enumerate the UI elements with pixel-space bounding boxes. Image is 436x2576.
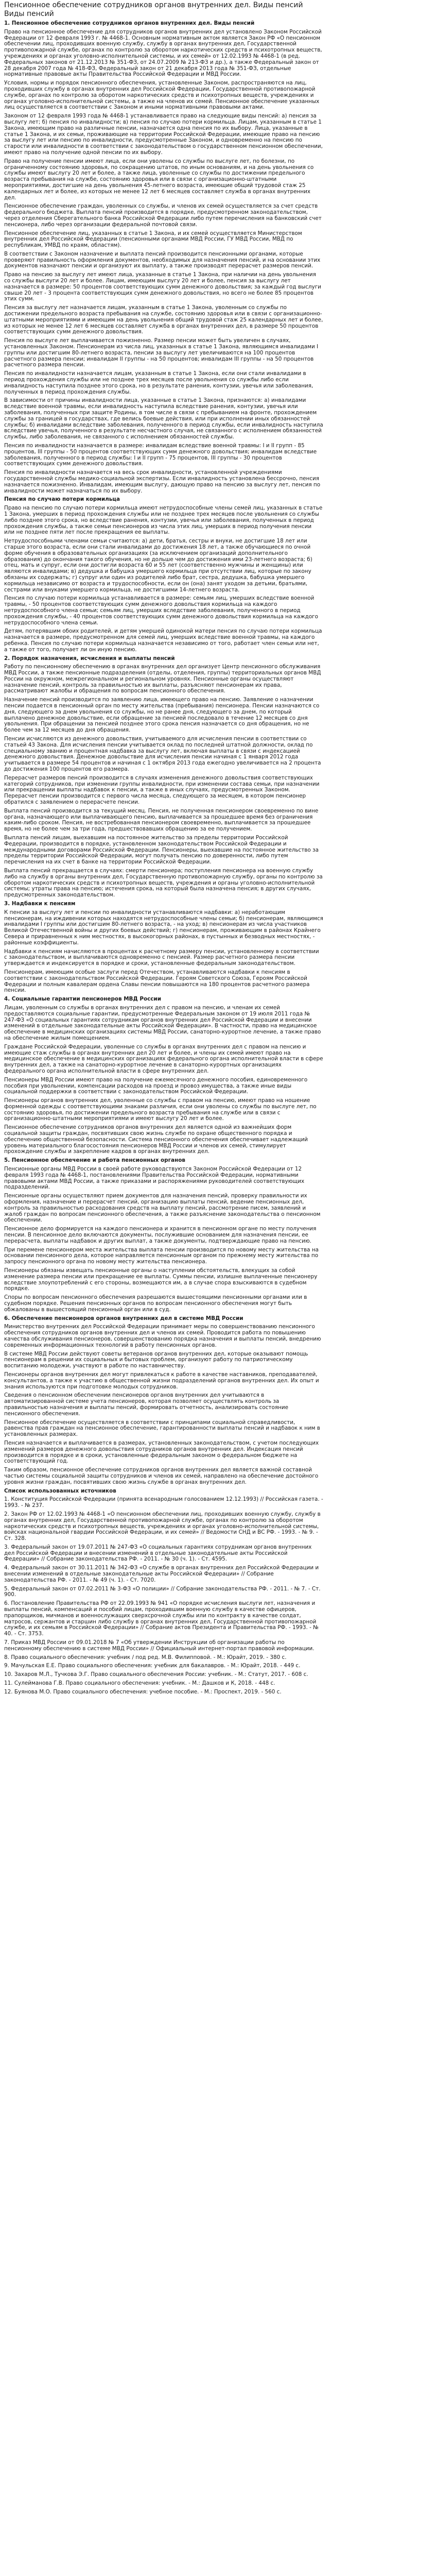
article-paragraph: К пенсии за выслугу лет и пенсии по инвалидности устанавливаются надбавки: а) неработающим пенсионерам, на иждивении которых находятся нетрудоспособные члены семьи; б) пенсионерам, являющимся инвалидами I группы или достигшим 80-летнего возраста, - на уход; в) пенсионерам из числа участников Великой Отечественной войны и других боевых действий; г) пенсионерам, проживающим в районах Крайнего Севера и приравненных к ним местностях, в высокогорных районах, в пустынных и безводных местностях, - районные коэффициенты. (4, 909, 323, 946)
article-paragraph: Пенсионерам, имеющим особые заслуги перед Отечеством, устанавливаются надбавки к пенсиям в соответствии с законодательством Российской Федерации. Героям Советского Союза, Героям Российской Федерации и полным кавалерам ордена Славы пенсии повышаются на 180 процентов расчетного размера пенсии. (4, 969, 310, 994)
article-paragraph: Лицам, уволенным со службы в органах внутренних дел с правом на пенсию, и членам их семей предоставляются социальные гарантии, предусмотренные Федеральным законом от 19 июля 2011 года № 247-ФЗ «О социальных гарантиях сотрудникам органов внутренних дел Российской Федерации и внесении изменений в отдельные законодательные акты Российской Федерации». В частности, право на медицинское обеспечение в медицинских организациях системы МВД России, санаторно-курортное лечение, а также право на обеспечение жилым помещением. (4, 1004, 321, 1041)
article-paragraph: 7. Приказ МВД России от 09.01.2018 № 7 «Об утверждении Инструкции об организации работы по пенсионному обеспечению в системе МВД России» // Официальный интернет-портал правовой информации. (4, 1639, 315, 1652)
article-paragraph: Нетрудоспособными членами семьи считаются: а) дети, братья, сестры и внуки, не достигшие 18 лет или старше этого возраста, если они стали инвалидами до достижения 18 лет, а также обучающиеся по очной форме обучения в образовательных организациях (за исключением организаций дополнительного образования) до окончания такого обучения, но не дольше чем до достижения ими 23-летнего возраста; б) отец, мать и супруг, если они достигли возраста 60 и 55 лет (соответственно мужчины и женщины) или являются инвалидами; в) дедушка и бабушка умершего кормильца при отсутствии лиц, которые по закону обязаны их содержать; г) супруг или один из родителей либо брат, сестра, дедушка, бабушка умершего кормильца независимо от возраста и трудоспособности, если он (она) занят уходом за детьми, братьями, сестрами или внуками умершего кормильца, не достигшими 14-летнего возраста. (4, 538, 312, 593)
article-paragraph: Пенсия за выслугу лет назначается лицам, указанным в статье 1 Закона, уволенным со службы по достижении предельного возраста пребывания на службе, состоянию здоровья или в связи с организационно-штатными мероприятиями и имеющим на день увольнения общий трудовой стаж 25 календарных лет и более, из которых не менее 12 лет 6 месяцев составляет служба в органах внутренних дел, в размере 50 процентов соответствующих сумм денежного довольствия. (4, 304, 323, 335)
article-paragraph: Пенсионное обеспечение осуществляется в соответствии с принципами социальной справедливости, равенства прав граждан на пенсионное обеспечение, гарантированности выплаты пенсий и надбавок к ним в установленных размерах. (4, 1419, 320, 1438)
section-heading: 3. Надбавки к пенсиям (4, 900, 76, 907)
article-paragraph: 12. Буянова М.О. Право социального обеспечения: учебное пособие. - М.: Проспект, 2019. - 560 с. (4, 1688, 282, 1695)
article-paragraph: Граждане Российской Федерации, уволенные со службы в органах внутренних дел с правом на пенсию и имеющие стаж службы в органах внутренних дел 20 лет и более, и члены их семей имеют право на медицинское обеспечение в медицинских организациях федерального органа исполнительной власти в сфере внутренних дел, а также на санаторно-курортное лечение в санаторно-курортных организациях федерального органа исполнительной власти в сфере внутренних дел. (4, 1043, 323, 1074)
article-paragraph: Споры по вопросам пенсионного обеспечения разрешаются вышестоящими пенсионными органами или в судебном порядке. Решения пенсионных органов по вопросам пенсионного обеспечения могут быть обжалованы в вышестоящий пенсионный орган или в суд. (4, 1294, 307, 1313)
article-paragraph: 2. Закон РФ от 12.02.1993 № 4468-1 «О пенсионном обеспечении лиц, проходивших военную службу, службу в органах внутренних дел, Государственной противопожарной службе, органах по контролю за оборотом наркотических средств и психотропных веществ, учреждениях и органах уголовно-исполнительной системы, войсках национальной гвардии Российской Федерации, и их семей» // Ведомости СНД и ВС РФ. - 1993. - № 9. - Ст. 328. (4, 1511, 321, 1542)
article-paragraph: Пенсия по инвалидности назначается лицам, указанным в статье 1 Закона, если они стали инвалидами в период прохождения службы или не позднее трех месяцев после увольнения со службы либо если инвалидность наступила позднее этого срока, но в результате ранения, контузии, увечья или заболевания, полученных в период прохождения службы. (4, 370, 313, 395)
article-paragraph: Детям, потерявшим обоих родителей, и детям умершей одинокой матери пенсия по случаю потери кормильца назначается в размере, предусмотренном для семей лиц, умерших вследствие военной травмы, на каждого ребенка. Пенсия по случаю потери кормильца назначается независимо от того, работает член семьи или нет, а также от того, получает ли он иную пенсию. (4, 628, 322, 653)
article-paragraph: 5. Федеральный закон от 07.02.2011 № 3-ФЗ «О полиции» // Собрание законодательства РФ. - 2011. - № 7. - Ст. 900. (4, 1585, 321, 1598)
article-paragraph: В зависимости от причины инвалидности лица, указанные в статье 1 Закона, признаются: а) инвалидами вследствие военной травмы, если инвалидность наступила вследствие ранения, контузии, увечья или заболевания, полученных при защите Родины, в том числе в связи с пребыванием на фронте, прохождением службы за границей в государствах, где велись боевые действия, или при исполнении иных обязанностей службы; б) инвалидами вследствие заболевания, полученного в период службы, если инвалидность наступила вследствие увечья, полученного в результате несчастного случая, не связанного с исполнением обязанностей службы, либо заболевания, не связанного с исполнением обязанностей службы. (4, 397, 323, 440)
article-paragraph: Пенсионные органы МВД России в своей работе руководствуются Законом Российской Федерации от 12 февраля 1993 года № 4468-1, постановлениями Правительства Российской Федерации, нормативными правовыми актами МВД России, а также приказами и распоряжениями руководителей соответствующих подразделений. (4, 1166, 305, 1191)
article-paragraph: Пенсионеры МВД России имеют право на получение ежемесячного денежного пособия, единовременного пособия при увольнении, компенсации расходов на проезд и провоз имущества, а также иные виды социальной поддержки в соответствии с законодательством Российской Федерации. (4, 1076, 308, 1095)
article-paragraph: В системе МВД России действуют советы ветеранов органов внутренних дел, которые оказывают помощь пенсионерам в решении их социальных и бытовых проблем, организуют работу по патриотическому воспитанию молодежи, участвуют в работе по наставничеству. (4, 1350, 308, 1369)
section-heading: 2. Порядок назначения, исчисления и выплаты пенсий (4, 655, 175, 662)
article-paragraph: При перемене пенсионером места жительства выплата пенсии производится по новому месту жительства на основании пенсионного дела, которое направляется пенсионным органом по прежнему месту жительства по запросу пенсионного органа по новому месту жительства пенсионера. (4, 1246, 319, 1265)
article-paragraph: Пенсия по выслуге лет выплачивается пожизненно. Размер пенсии может быть увеличен в случаях, установленных Законом. Пенсионерам из числа лиц, указанных в статье 1 Закона, являющимся инвалидами I группы или достигшим 80-летнего возраста, пенсии за выслугу лет увеличиваются на 100 процентов расчетного размера пенсии; инвалидам II группы - на 50 процентов; инвалидам III группы - на 50 процентов расчетного размера пенсии. (4, 337, 319, 368)
article-paragraph: 11. Сулейманова Г.В. Право социального обеспечения: учебник. - М.: Дашков и К, 2018. - 448 с. (4, 1680, 275, 1687)
article-paragraph: Надбавки к пенсиям начисляются в процентах к расчетному размеру пенсии, установленному в соответствии с законодательством, и выплачиваются одновременно с пенсией. Размер расчетного размера пенсии утверждается и индексируется в порядке и сроки, установленные федеральным законодательством. (4, 948, 319, 967)
article-paragraph: Работу по пенсионному обеспечению в органах внутренних дел организует Центр пенсионного обслуживания МВД России, а также пенсионные подразделения (отделы, отделения, группы) территориальных органов МВД России на окружном, межрегиональном и региональном уровнях. Пенсионные органы осуществляют назначение пенсий, контроль за правильностью их выплаты, разъясняют пенсионерам их права, рассматривают жалобы и обращения по вопросам пенсионного обеспечения. (4, 664, 321, 694)
article-paragraph: Пенсионное дело формируется на каждого пенсионера и хранится в пенсионном органе по месту получения пенсии. В пенсионное дело включаются документы, послужившие основанием для назначения пенсии, ее перерасчета, выплаты надбавок и других выплат, а также документы, подтверждающие право на пенсию. (4, 1226, 317, 1244)
section-heading: 4. Социальные гарантии пенсионеров МВД России (4, 996, 161, 1003)
article-paragraph: 8. Право социального обеспечения: учебник / под ред. М.В. Филипповой. - М.: Юрайт, 2019. - 380 с. (4, 1654, 287, 1660)
article-paragraph: Пенсионное обеспечение лиц, указанных в статье 1 Закона, и их семей осуществляется Министерством внутренних дел Российской Федерации (пенсионными органами МВД России, ГУ МВД России, МВД по республикам, УМВД по краям, областям). (4, 230, 302, 249)
article-paragraph: 3. Федеральный закон от 19.07.2011 № 247-ФЗ «О социальных гарантиях сотрудникам органов внутренних дел Российской Федерации и внесении изменений в отдельные законодательные акты Российской Федерации» // Собрание законодательства РФ. - 2011. - № 30 (ч. 1). - Ст. 4595. (4, 1544, 312, 1563)
article-paragraph: Право на пенсию по случаю потери кормильца имеют нетрудоспособные члены семей лиц, указанных в статье 1 Закона, умерших в период прохождения службы или не позднее трех месяцев после увольнения со службы либо позднее этого срока, но вследствие ранения, контузии, увечья или заболевания, полученных в период прохождения службы, а также семьи пенсионеров из числа этих лиц, умерших в период получения пенсии или не позднее пяти лет после прекращения ее выплаты. (4, 505, 323, 536)
article-paragraph: Право на получение пенсии имеют лица, если они уволены со службы по выслуге лет, по болезни, по ограниченному состоянию здоровья, по сокращению штатов, по иным основаниям, и на день увольнения со службы имеют выслугу 20 лет и более, а также лица, уволенные со службы по достижении предельного возраста пребывания на службе, состоянию здоровья или в связи с организационно-штатными мероприятиями, достигшие на день увольнения 45-летнего возраста, имеющие общий трудовой стаж 25 календарных лет и более, из которых не менее 12 лет 6 месяцев составляет служба в органах внутренних дел. (4, 158, 314, 201)
article-paragraph: Пенсионеры органов внутренних дел могут привлекаться к работе в качестве наставников, преподавателей, консультантов, а также к участию в общественной жизни подразделений органов внутренних дел. Их опыт и знания используются при подготовке молодых сотрудников. (4, 1371, 319, 1390)
article-paragraph: Законом от 12 февраля 1993 года № 4468-1 устанавливается право на следующие виды пенсий: а) пенсия за выслугу лет; б) пенсия по инвалидности; в) пенсия по случаю потери кормильца. Лицам, указанным в статье 1 Закона, имеющим право на различные пенсии, назначается одна пенсия по их выбору. Лица, указанные в статье 1 Закона, и их семьи, проживающие на территории Российской Федерации, имеющие право на пенсию за выслугу лет или пенсию по инвалидности, предусмотренные Законом, и одновременно на пенсию по старости или инвалидности в соответствии с законодательством о государственном пенсионном обеспечении, имеют право на получение одной пенсии по их выбору. (4, 113, 323, 156)
article-paragraph: 6. Постановление Правительства РФ от 22.09.1993 № 941 «О порядке исчисления выслуги лет, назначения и выплаты пенсий, компенсаций и пособий лицам, проходившим военную службу в качестве офицеров, прапорщиков, мичманов и военнослужащих сверхсрочной службы или по контракту в качестве солдат, матросов, сержантов и старшин либо службу в органах внутренних дел, Государственной противопожарной службе, и их семьям в Российской Федерации» // Собрание актов Президента и Правительства РФ. - 1993. - № 40. - Ст. 3753. (4, 1600, 319, 1637)
article-paragraph: Выплата пенсий прекращается в случаях: смерти пенсионера; поступления пенсионера на военную службу либо на службу в органы внутренних дел, Государственную противопожарную службу, органы по контролю за оборотом наркотических средств и психотропных веществ, учреждения и органы уголовно-исполнительной системы; утраты права на пенсию; истечения срока, на который была назначена пенсия; в других случаях, предусмотренных законодательством. (4, 868, 323, 899)
section-heading: Пенсия по случаю потери кормильца (4, 496, 120, 503)
article-paragraph: Выплата пенсий лицам, выехавшим на постоянное жительство за пределы территории Российской Федерации, производится в порядке, установленном законодательством Российской Федерации и международными договорами Российской Федерации. Пенсионеры, выехавшие на постоянное жительство за пределы территории Российской Федерации, могут получать пенсию по доверенности, либо путем перечисления на их счет в банке на территории Российской Федерации. (4, 835, 319, 866)
section-heading: 1. Пенсионное обеспечение сотрудников органов внутренних дел. Виды пенсий (4, 20, 255, 26)
article-paragraph: Таким образом, пенсионное обеспечение сотрудников органов внутренних дел является важной составной частью системы социальной защиты сотрудников и членов их семей, направлено на обеспечение достойного уровня жизни граждан, посвятивших свою жизнь службе в органах внутренних дел. (4, 1467, 319, 1485)
article-paragraph: Право на пенсионное обеспечение для сотрудников органов внутренних дел установлено Законом Российской Федерации от 12 февраля 1993 г. № 4468-1. Основным нормативным актом является Закон РФ «О пенсионном обеспечении лиц, проходивших военную службу, службу в органах внутренних дел, Государственной противопожарной службе, органах по контролю за оборотом наркотических средств и психотропных веществ, учреждениях и органах уголовно-исполнительной системы, и их семей» от 12.02.1993 № 4468-1 (в ред. Федеральных законов от 21.12.2013 № 351-ФЗ, от 24.07.2009 № 213-ФЗ и др.), а также Федеральный закон от 28 декабря 2007 года № 418-ФЗ, Федеральный закон от 21 декабря 2013 года № 351-ФЗ, отдельные нормативные правовые акты Правительства Российской Федерации и МВД России. (4, 28, 322, 78)
article-paragraph: Пенсионное обеспечение граждан, уволенных со службы, и членов их семей осуществляется за счет средств федерального бюджета. Выплата пенсий производится в порядке, предусмотренном законодательством, через отделения Сберегательного банка Российской Федерации либо путем перечисления на банковский счет пенсионера, либо через организации федеральной почтовой связи. (4, 203, 322, 228)
article-paragraph: Перерасчет размеров пенсий производится в случаях изменения денежного довольствия соответствующих категорий сотрудников, при изменении группы инвалидности, при изменении состава семьи, при назначении или прекращении выплаты надбавок к пенсии, а также в иных случаях, предусмотренных Законом. Перерасчет пенсии производится с первого числа месяца, следующего за месяцем, в котором пенсионер обратился с заявлением о перерасчете пенсии. (4, 774, 320, 806)
article-paragraph: Пенсионеры органов внутренних дел, уволенные со службы с правом на пенсию, имеют право на ношение форменной одежды с соответствующими знаками различия, если они уволены со службы по выслуге лет, по состоянию здоровья, по достижении предельного возраста пребывания на службе или в связи с организационно-штатными мероприятиями и имеют выслугу 20 лет и более. (4, 1097, 317, 1122)
article-paragraph: Министерство внутренних дел Российской Федерации принимает меры по совершенствованию пенсионного обеспечения сотрудников органов внутренних дел и членов их семей. Проводится работа по повышению качества обслуживания пенсионеров, совершенствованию порядка назначения и выплаты пенсий, внедрению современных информационных технологий в работу пенсионных органов. (4, 1324, 321, 1348)
article-body (4, 21, 323, 1698)
article-paragraph: 9. Мачульская Е.Е. Право социального обеспечения: учебник для бакалавров. - М.: Юрайт, 2018. - 449 с. (4, 1663, 301, 1669)
article-paragraph: 4. Федеральный закон от 30.11.2011 № 342-ФЗ «О службе в органах внутренних дел Российской Федерации и внесении изменений в отдельные законодательные акты Российской Федерации» // Собрание законодательства РФ. - 2011. - № 49 (ч. 1). - Ст. 7020. (4, 1565, 319, 1583)
page-subtitle: Виды пенсий (4, 10, 54, 18)
article-paragraph: Пенсия по инвалидности назначается в размере: инвалидам вследствие военной травмы: I и II групп - 85 процентов, III группы - 50 процентов соответствующих сумм денежного довольствия; инвалидам вследствие заболевания, полученного в период службы: I и II групп - 75 процентов, III группы - 30 процентов соответствующих сумм денежного довольствия. (4, 443, 317, 467)
article-paragraph: Право на пенсию за выслугу лет имеют лица, указанные в статье 1 Закона, при наличии на день увольнения со службы выслуги 20 лет и более. Лицам, имеющим выслугу 20 лет и более, пенсия за выслугу лет назначается в размере: 50 процентов соответствующих сумм денежного довольствия; за каждый год выслуги свыше 20 лет - 3 процента соответствующих сумм денежного довольствия, но всего не более 85 процентов этих сумм. (4, 272, 321, 302)
article-paragraph: Выплата пенсий производится за текущий месяц. Пенсия, не полученная пенсионером своевременно по вине органа, назначающего или выплачивающего пенсию, выплачивается за прошедшее время без ограничения каким-либо сроком. Пенсия, не востребованная пенсионером своевременно, выплачивается за прошедшее время, но не более чем за три года, предшествовавших обращению за ее получением. (4, 807, 319, 833)
article-paragraph: Условия, нормы и порядок пенсионного обеспечения, установленные Законом, распространяются на лиц, проходивших службу в органах внутренних дел Российской Федерации, Государственной противопожарной службе, органах по контролю за оборотом наркотических средств и психотропных веществ, учреждениях и органах уголовно-исполнительной системы, а также на членов их семей. Пенсионное обеспечение указанных лиц осуществляется в соответствии с Законом и иными нормативными правовыми актами. (4, 80, 320, 111)
article-paragraph: 1. Конституция Российской Федерации (принята всенародным голосованием 12.12.1993) // Российская газета. - 1993. - № 237. (4, 1496, 323, 1509)
section-heading: 5. Пенсионное обеспечение и работа пенсионных органов (4, 1157, 185, 1164)
article-paragraph: Пенсии исчисляются из денежного довольствия, учитываемого для исчисления пенсии в соответствии со статьей 43 Закона. Для исчисления пенсии учитывается оклад по последней штатной должности, оклад по специальному званию и процентная надбавка за выслугу лет, включая выплаты в связи с индексацией денежного довольствия. Денежное довольствие для исчисления пенсии начиная с 1 января 2012 года учитывается в размере 54 процентов и начиная с 1 октября 2013 года ежегодно увеличивается на 2 процента до достижения 100 процентов его размера. (4, 736, 321, 773)
section-heading: 6. Обеспечение пенсионеров органов внутренних дел в системе МВД России (4, 1315, 243, 1321)
article-paragraph: Пенсионные органы осуществляют прием документов для назначения пенсий, проверку правильности их оформления, назначение и перерасчет пенсий, организацию выплаты пенсий, ведение пенсионных дел, контроль за правильностью расходования средств на выплату пенсий, рассмотрение писем, заявлений и жалоб граждан по вопросам пенсионного обеспечения, а также разъяснение законодательства о пенсионном обеспечении. (4, 1193, 321, 1224)
article-paragraph: Пенсионеры обязаны извещать пенсионные органы о наступлении обстоятельств, влекущих за собой изменение размера пенсии или прекращение ее выплаты. Суммы пенсии, излишне выплаченные пенсионеру вследствие злоупотреблений с его стороны, возмещаются им, а в случае спора взыскиваются в судебном порядке. (4, 1267, 318, 1292)
page-title: Пенсионное обеспечение сотрудников органов внутренних дел. Виды пенсий (4, 1, 303, 9)
article-paragraph: 10. Захаров М.Л., Тучкова Э.Г. Право социального обеспечения России: учебник. - М.: Статут, 2017. - 608 с. (4, 1671, 308, 1678)
article-paragraph: Пенсия по инвалидности назначается на весь срок инвалидности, установленной учреждениями государственной службы медико-социальной экспертизы. Если инвалидность установлена бессрочно, пенсия назначается пожизненно. Инвалидам, имеющим выслугу, дающую право на пенсию за выслугу лет, пенсия по инвалидности может назначаться по их выбору. (4, 469, 321, 494)
article-paragraph: Пенсия назначается и выплачивается в размерах, установленных законодательством, с учетом последующих изменений размеров денежного довольствия сотрудников органов внутренних дел. Индексация пенсий производится в порядке и в сроки, установленные федеральным законом о федеральном бюджете на соответствующий год. (4, 1439, 319, 1465)
article-paragraph: Назначение пенсий производится по заявлению лица, имеющего право на пенсию. Заявление о назначении пенсии подается в пенсионный орган по месту жительства (пребывания) пенсионера. Пенсии назначаются со дня, следующего за днем увольнения со службы, но не ранее дня, следующего за днем, по который выплачено денежное довольствие, если обращение за пенсией последовало в течение 12 месяцев со дня увольнения. При обращении за пенсией позднее этого срока пенсия назначается со дня обращения, но не более чем за 12 месяцев до дня обращения. (4, 697, 320, 734)
article-paragraph: Сведения о пенсионном обеспечении пенсионеров органов внутренних дел учитываются в автоматизированной системе учета пенсионеров, которая позволяет осуществлять контроль за правильностью назначения и выплаты пенсий, формировать отчетность, анализировать состояние пенсионного обеспечения. (4, 1392, 289, 1417)
section-heading: Список использованных источников (4, 1487, 116, 1494)
article-paragraph: Пенсия по случаю потери кормильца устанавливается в размере: семьям лиц, умерших вследствие военной травмы, - 50 процентов соответствующих сумм денежного довольствия кормильца на каждого нетрудоспособного члена семьи; семьям лиц, умерших вследствие заболевания, полученного в период прохождения службы, - 40 процентов соответствующих сумм денежного довольствия кормильца на каждого нетрудоспособного члена семьи. (4, 595, 318, 626)
article-paragraph: Пенсионное обеспечение сотрудников органов внутренних дел является одной из важнейших форм социальной защиты граждан, посвятивших свою жизнь службе по охране общественного порядка и обеспечению общественной безопасности. Система пенсионного обеспечения обеспечивает надлежащий уровень материального благосостояния пенсионеров МВД России и членов их семей, стимулирует прохождение службы и закрепление кадров в органах внутренних дел. (4, 1124, 308, 1155)
article-paragraph: В соответствии с Законом назначение и выплата пенсий производится пенсионными органами, которые проверяют правильность оформления документов, необходимых для назначения пенсий, и на основании этих документов назначают пенсии и организуют их выплату, а также производят перерасчет размеров пенсий. (4, 250, 321, 269)
